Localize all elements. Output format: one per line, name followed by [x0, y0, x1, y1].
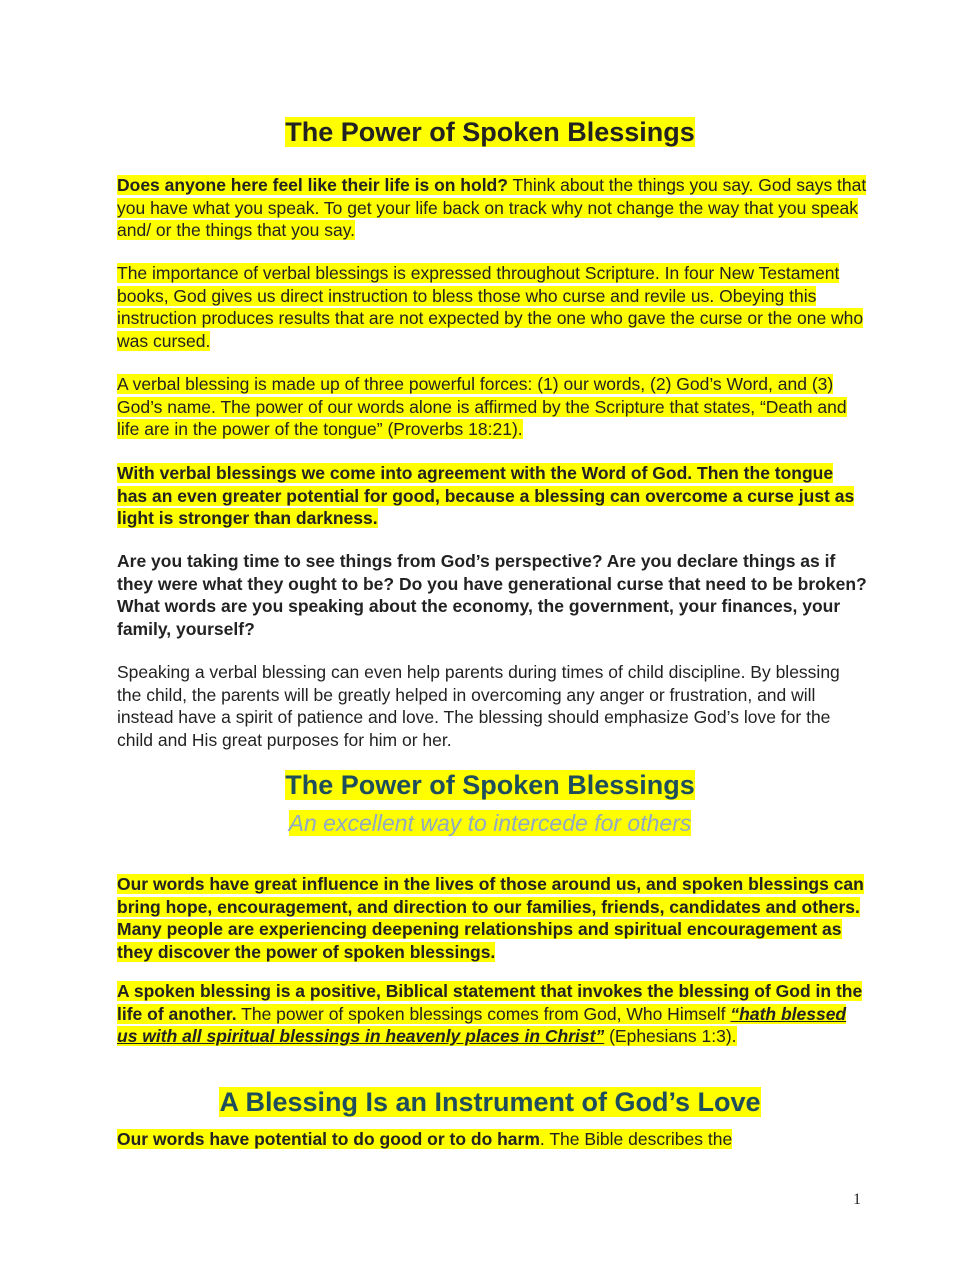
potential-bold: Our words have potential to do good or to do harm — [117, 1129, 540, 1149]
potential-text: . The Bible describes the — [539, 1129, 733, 1149]
definition-paragraph — [117, 980, 867, 1048]
intro-paragraph — [117, 174, 867, 242]
definition-bold: A spoken blessing is a positive, Biblical statement that invokes the blessing of God in the life of another. — [117, 981, 863, 1024]
influence-paragraph: Our words have great influence in the lives of those around us, and spoken blessings can bring hope, encouragement, and direction to our families, friends, candidates and others. Many people are experiencing deepening relationships and spiritual encouragement as they discover the power of spoken blessings. — [117, 874, 864, 962]
page-number: 1 — [853, 1191, 861, 1208]
section-title-instrument: A Blessing Is an Instrument of God’s Love — [219, 1087, 761, 1117]
potential-paragraph — [117, 1128, 867, 1151]
agreement-paragraph: With verbal blessings we come into agreement with the Word of God. Then the tongue has an even greater potential for good, because a blessing can overcome a curse just as light is stronger than darkness. — [117, 463, 855, 529]
parents-paragraph: Speaking a verbal blessing can even help parents during times of child discipline. By blessing the child, the parents will be greatly helped in overcoming any anger or frustration, and will instead have a spirit of patience and love. The blessing should emphasize God’s love for the child and His great purposes for him or her. — [117, 662, 840, 750]
intro-text: Think about the things you say. God says that you have what you speak. To get your life back on track why not change the way that you speak and/ or the things that you say. — [117, 175, 867, 241]
definition-text: The power of spoken blessings comes from God, Who Himself — [236, 1003, 731, 1024]
section-title-spoken-blessings: The Power of Spoken Blessings — [285, 770, 695, 800]
importance-paragraph: The importance of verbal blessings is expressed throughout Scripture. In four New Testament books, God gives us direct instruction to bless those who curse and revile us. Obeying this instruction produces results that are not expected by the one who gave the curse or the one who was cursed. — [117, 263, 864, 351]
section-subtitle: An excellent way to intercede for others — [288, 810, 692, 836]
scripture-reference: (Ephesians 1:3). — [604, 1026, 737, 1047]
document-title: The Power of Spoken Blessings — [285, 117, 695, 147]
intro-question: Does anyone here feel like their life is on hold? — [117, 175, 508, 195]
verbal-blessing-paragraph: A verbal blessing is made up of three powerful forces: (1) our words, (2) God’s Word, and (3) God’s name. The power of our words alone is affirmed by the Scripture that states, “Death and life are in the power of the tongue” (Proverbs 18:21). — [117, 374, 847, 440]
questions-paragraph: Are you taking time to see things from God’s perspective? Are you declare things as if they were what they ought to be? Do you have generational curse that need to be broken? What words are you speaking about the economy, the government, your finances, your family, yourself? — [117, 551, 867, 639]
scripture-quote: “hath blessed us with all spiritual blessings in heavenly places in Christ” — [117, 1003, 847, 1047]
